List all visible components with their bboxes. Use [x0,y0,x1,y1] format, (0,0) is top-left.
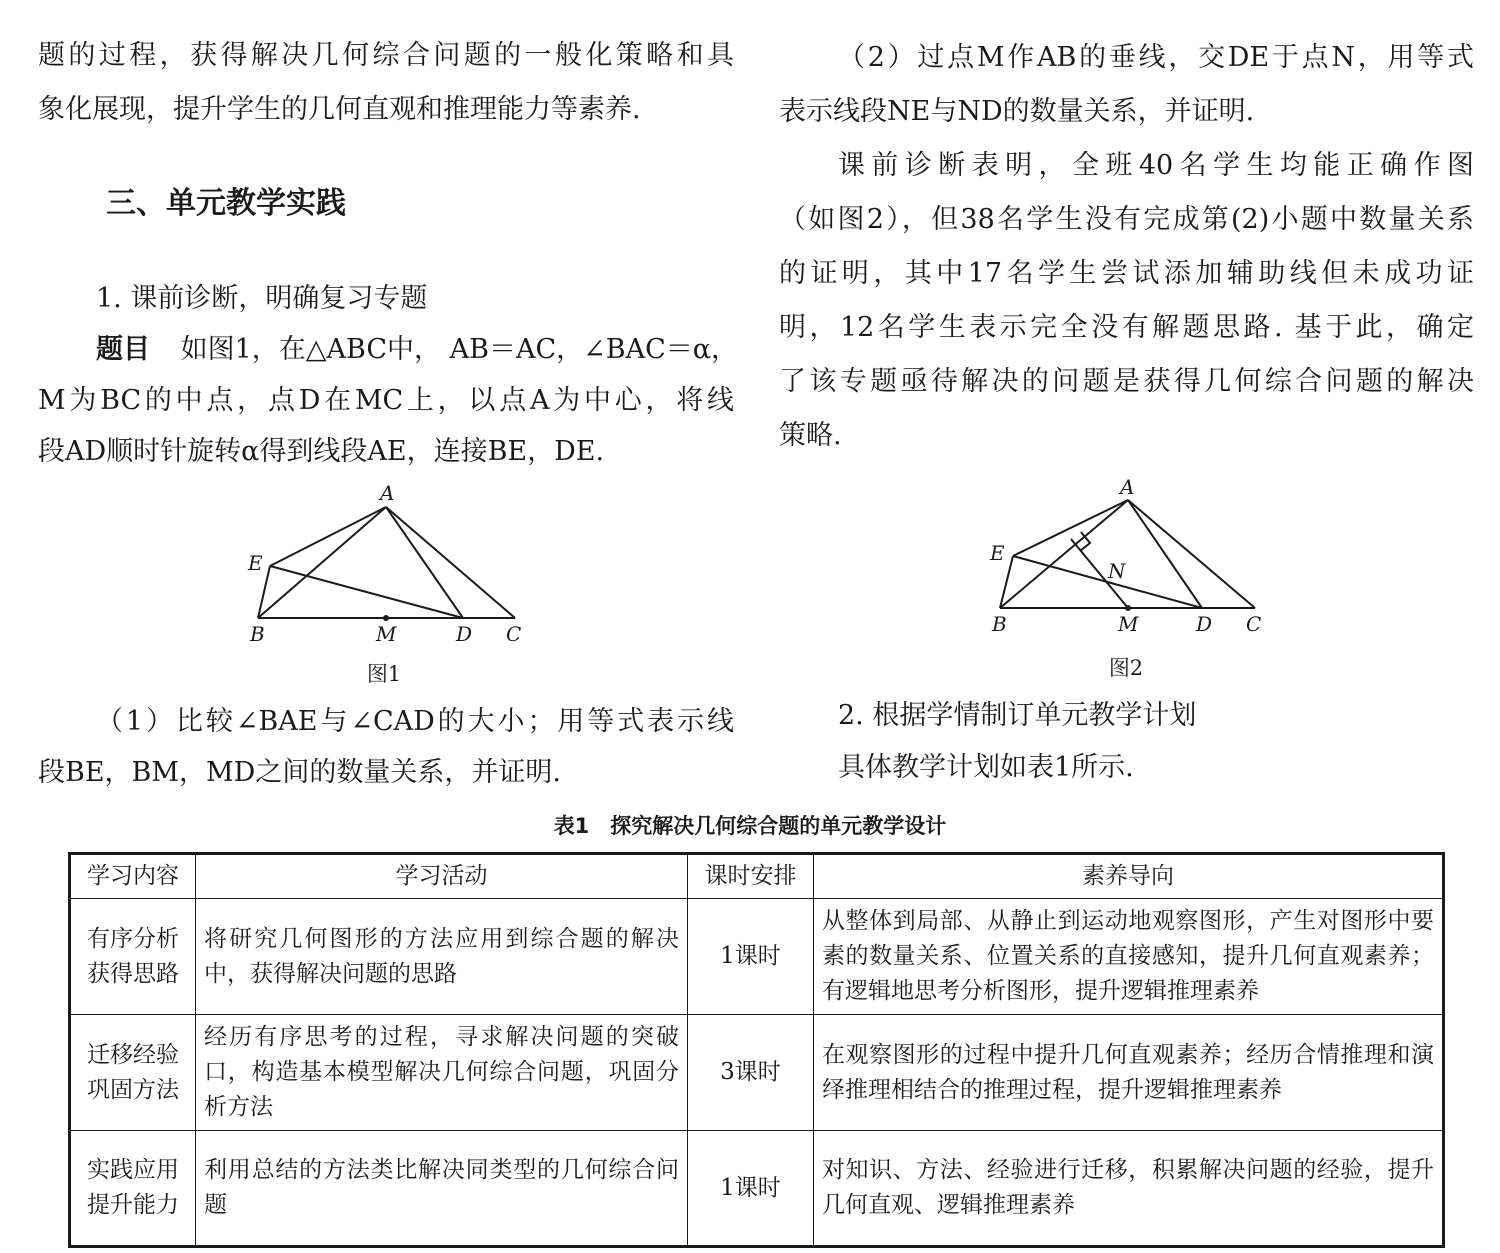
subheading-plan: 2. 根据学情制订单元教学计划 [838,700,1197,731]
label-c: C [1246,612,1262,636]
label-n: N [1108,559,1126,583]
cell-hours: 1课时 [688,1131,814,1247]
header-activity: 学习活动 [196,854,688,899]
question-2-line: 表示线段NE与ND的数量关系，并证明. [779,96,1255,127]
midpoint-m-dot [1125,605,1131,611]
cell-content: 迁移经验巩固方法 [70,1015,196,1131]
label-b: B [992,612,1007,636]
diagnosis-line: 了该专题亟待解决的问题是获得几何综合问题的解决 [779,366,1474,397]
diagnosis-line: 策略. [779,420,842,451]
label-m: M [1118,612,1139,636]
label-b: B [250,622,265,646]
header-hours: 课时安排 [688,854,814,899]
question-1-line: 段BE，BM，MD之间的数量关系，并证明. [38,757,561,788]
table-row [70,899,1444,1015]
intro-line: 象化展现，提升学生的几何直观和推理能力等素养. [38,94,641,125]
section-heading: 三、单元教学实践 [106,186,346,221]
cell-content: 有序分析获得思路 [70,899,196,1015]
table-row [70,1015,1444,1131]
figure-2 [980,472,1280,642]
label-d: D [1196,612,1213,636]
label-d: D [456,622,473,646]
figure-1-caption: 图1 [366,662,402,686]
cell-literacy: 对知识、方法、经验进行迁移，积累解决问题的经验，提升几何直观、逻辑推理素养 [814,1131,1444,1247]
cell-hours: 1课时 [688,899,814,1015]
subheading-pre-diagnosis: 1. 课前诊断，明确复习专题 [96,283,428,314]
header-content: 学习内容 [70,854,196,899]
label-e: E [990,541,1005,565]
diagnosis-line: 明，12名学生表示完全没有解题思路. 基于此，确定 [779,312,1474,343]
problem-label: 题目 [96,334,150,365]
table-header-row [70,854,1444,899]
right-angle-mark [1080,532,1090,551]
segment-de [270,566,463,618]
label-a: A [380,481,395,505]
cell-activity: 利用总结的方法类比解决同类型的几何综合问题 [196,1131,688,1247]
cell-activity: 将研究几何图形的方法应用到综合题的解决中，获得解决问题的思路 [196,899,688,1015]
problem-text: 如图1，在△ABC中， AB＝AC，∠BAC＝α， [180,334,738,365]
intro-line: 题的过程，获得解决几何综合问题的一般化策略和具 [38,40,734,71]
problem-line: 段AD顺时针旋转α得到线段AE，连接BE，DE. [38,436,605,467]
diagnosis-line: （如图2），但38名学生没有完成第(2)小题中数量关系 [779,204,1474,235]
diagnosis-line: 的证明，其中17名学生尝试添加辅助线但未成功证 [779,258,1474,289]
label-e: E [248,551,263,575]
label-a: A [1120,475,1135,499]
table-title: 表1 探究解决几何综合题的单元教学设计 [553,814,947,838]
question-1-line: （1）比较∠BAE与∠CAD的大小；用等式表示线 [96,706,734,737]
cell-activity: 经历有序思考的过程，寻求解决问题的突破口，构造基本模型解决几何综合问题，巩固分析方法 [196,1015,688,1131]
cell-content: 实践应用提升能力 [70,1131,196,1247]
question-2-line: （2）过点M作AB的垂线，交DE于点N，用等式 [838,42,1474,73]
cell-literacy: 从整体到局部、从静止到运动地观察图形，产生对图形中要素的数量关系、位置关系的直接感知，提升几何直观素养；有逻辑地思考分析图形，提升逻辑推理素养 [814,899,1444,1015]
problem-line: M为BC的中点，点D在MC上，以点A为中心，将线 [38,385,734,416]
table-row [70,1131,1444,1247]
label-m: M [376,622,397,646]
midpoint-m-dot [383,615,389,621]
problem-first-line [96,332,738,368]
header-literacy: 素养导向 [814,854,1444,899]
diagnosis-line: 课前诊断表明，全班40名学生均能正确作图 [838,150,1474,181]
teaching-plan-table [68,852,1445,1248]
label-c: C [506,622,522,646]
cell-hours: 3课时 [688,1015,814,1131]
figure-1 [230,478,550,653]
cell-literacy: 在观察图形的过程中提升几何直观素养；经历合情推理和演绎推理相结合的推理过程，提升逻辑推理素养 [814,1015,1444,1131]
plan-intro: 具体教学计划如表1所示. [838,752,1134,783]
figure-2-caption: 图2 [1108,656,1144,680]
